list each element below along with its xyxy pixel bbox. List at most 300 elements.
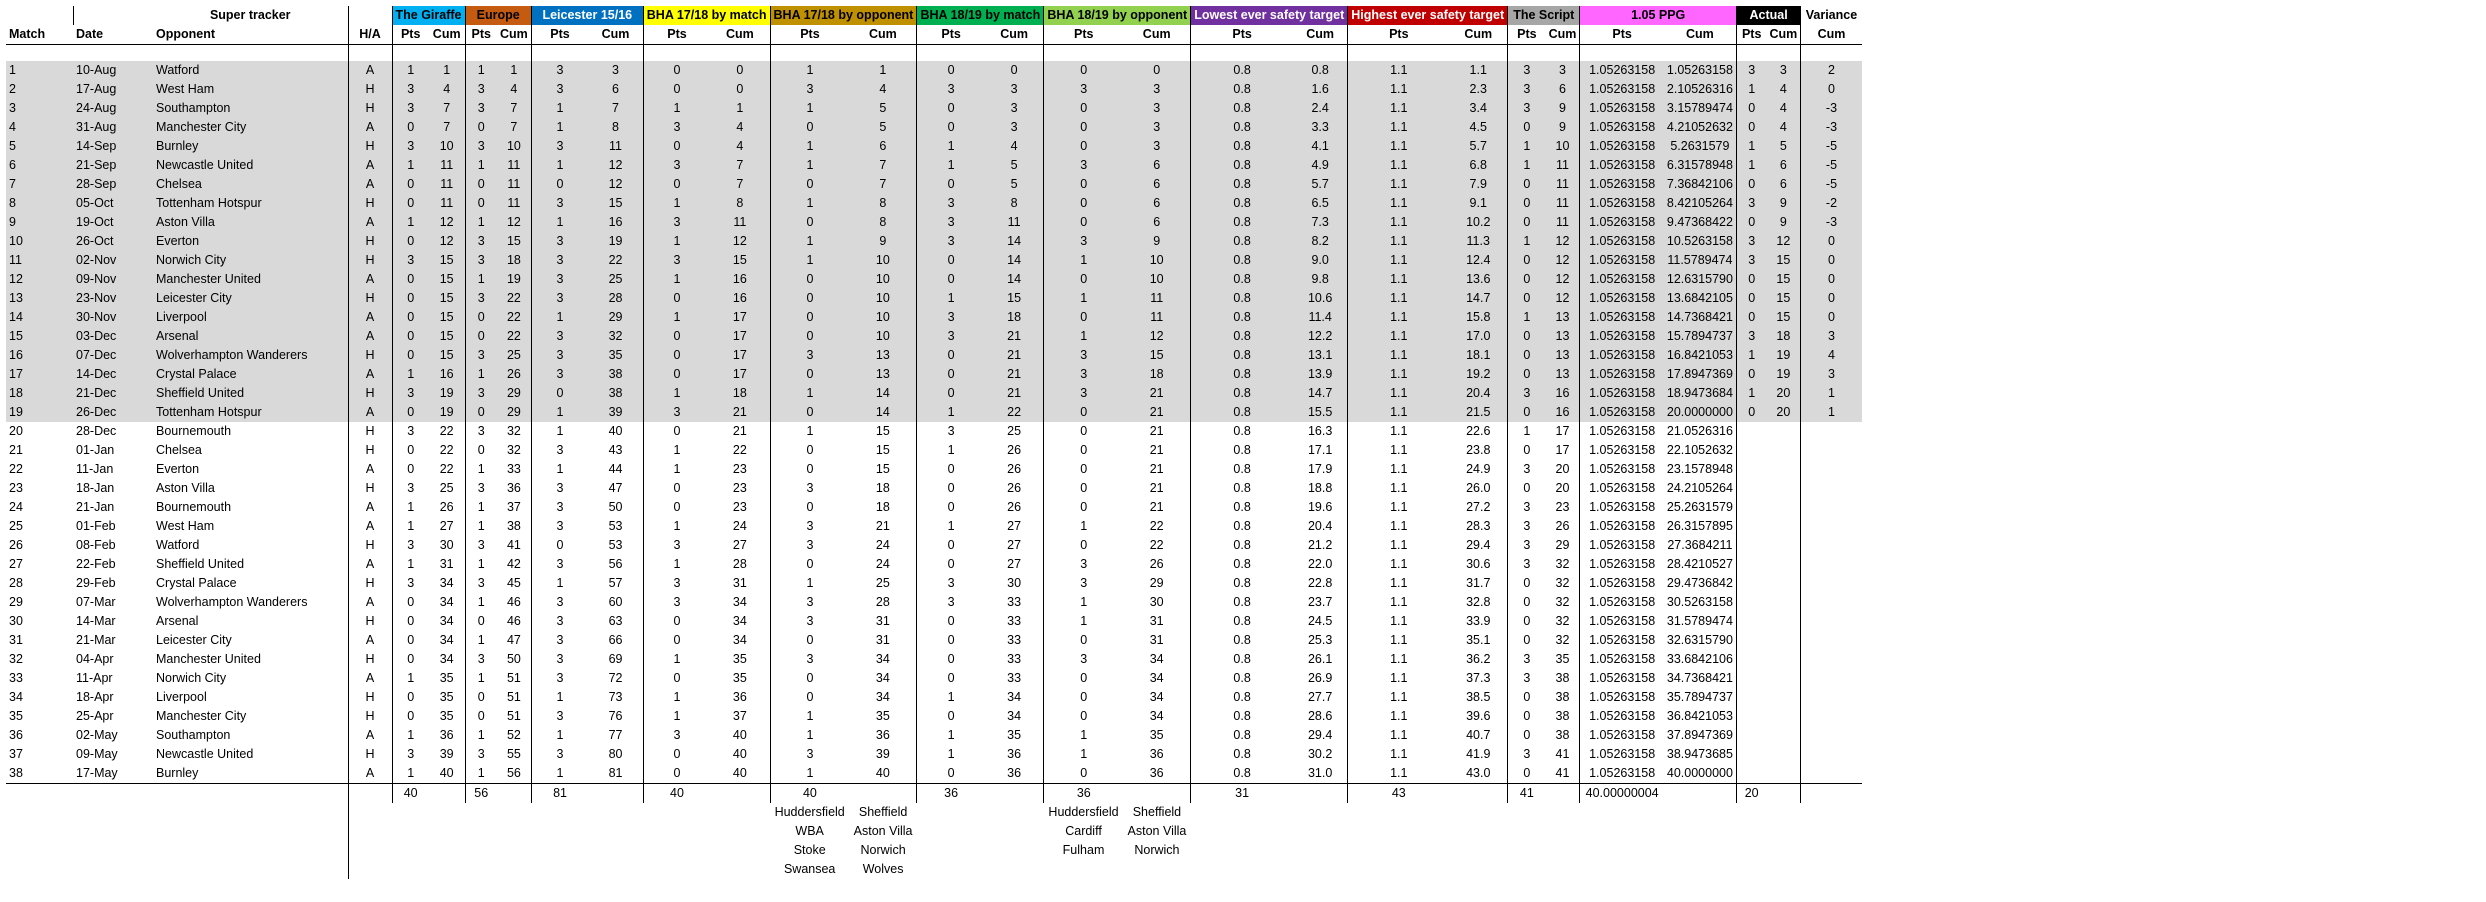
value-cell[interactable]: 1.05263158 [1580,441,1664,460]
match-date[interactable]: 17-May [76,766,118,780]
blank-cell[interactable] [643,822,710,841]
value-cell[interactable]: 15 [1766,251,1800,270]
value-cell[interactable]: 0.8 [1191,441,1293,460]
value-cell[interactable]: 1.1 [1348,745,1450,764]
value-cell[interactable]: 1 [643,688,710,707]
value-cell[interactable]: 18.9473684 [1664,384,1737,403]
blank-cell[interactable] [1123,784,1191,804]
value-cell[interactable]: 0 [917,270,985,289]
value-cell[interactable]: 1 [1736,80,1766,99]
value-cell[interactable]: 6 [1123,194,1191,213]
value-cell[interactable]: 38 [1555,728,1570,742]
value-cell[interactable]: 2.4 [1293,99,1348,118]
home-away[interactable]: H [348,745,392,764]
value-cell[interactable] [1766,574,1800,593]
value-cell[interactable]: 0 [643,612,710,631]
value-cell[interactable] [1801,536,1862,555]
value-cell[interactable]: 3 [588,61,643,80]
match-number[interactable]: 26 [9,538,23,552]
total-value[interactable]: 40 [643,784,710,804]
value-cell[interactable]: 3 [392,99,429,118]
blank-cell[interactable] [917,45,985,62]
value-cell[interactable]: 1 [770,574,849,593]
value-cell[interactable]: 15 [1766,308,1800,327]
blank-cell[interactable] [985,45,1044,62]
header-cum[interactable]: Cum [1449,25,1507,45]
blank-cell[interactable] [1044,45,1123,62]
value-cell[interactable]: 27.3684211 [1667,538,1733,552]
group-leic[interactable]: Leicester 15/16 [531,6,643,25]
value-cell[interactable]: 0.8 [1191,118,1293,137]
value-cell[interactable]: 33.6842106 [1666,652,1733,666]
value-cell[interactable]: 7.3 [1293,213,1348,232]
value-cell[interactable]: 0 [917,460,985,479]
home-away[interactable]: H [348,80,392,99]
home-away[interactable]: A [348,156,392,175]
value-cell[interactable]: 35 [732,671,747,685]
value-cell[interactable]: 1 [1508,422,1546,441]
value-cell[interactable]: 3 [1044,156,1123,175]
value-cell[interactable]: 3 [465,232,497,251]
value-cell[interactable]: 0 [643,498,710,517]
value-cell[interactable]: 0 [1044,688,1123,707]
blank-cell[interactable] [1191,45,1293,62]
value-cell[interactable]: 4.5 [1449,118,1507,137]
value-cell[interactable]: 0 [1801,308,1862,327]
value-cell[interactable]: 3 [465,650,497,669]
value-cell[interactable]: 0 [392,688,429,707]
value-cell[interactable]: 3 [465,536,497,555]
value-cell[interactable]: 8 [710,194,770,213]
blank-cell[interactable] [392,803,429,822]
value-cell[interactable]: 3 [465,80,497,99]
value-cell[interactable]: 3 [531,498,588,517]
blank-cell[interactable] [1449,45,1507,62]
value-cell[interactable] [1736,574,1766,593]
value-cell[interactable]: 0 [770,118,849,137]
value-cell[interactable] [1766,441,1800,460]
blank-cell[interactable] [1508,45,1546,62]
blank-cell[interactable] [1736,803,1766,822]
value-cell[interactable]: 3 [1736,251,1766,270]
promoted-team[interactable]: Aston Villa [853,824,913,838]
opponent-name[interactable]: Manchester United [153,270,348,289]
value-cell[interactable]: 0 [1508,593,1546,612]
value-cell[interactable]: 81 [608,766,623,780]
value-cell[interactable]: 34 [1149,671,1164,685]
value-cell[interactable]: 3 [770,593,849,612]
value-cell[interactable]: 1 [465,631,497,650]
value-cell[interactable]: 35 [732,652,747,666]
opponent-name[interactable]: Manchester City [156,709,247,723]
value-cell[interactable]: 3 [392,536,429,555]
value-cell[interactable]: 0 [392,232,429,251]
value-cell[interactable]: 0 [1736,308,1766,327]
value-cell[interactable]: 1 [392,156,429,175]
value-cell[interactable]: 40 [732,728,747,742]
value-cell[interactable]: 0 [1508,251,1546,270]
value-cell[interactable]: 11 [1123,289,1191,308]
value-cell[interactable]: 35.1 [1466,633,1491,647]
value-cell[interactable]: 3 [985,80,1044,99]
opponent-name[interactable]: Chelsea [153,175,348,194]
value-cell[interactable]: 0 [770,631,849,650]
value-cell[interactable]: 1 [1044,251,1123,270]
value-cell[interactable]: 35.7894737 [1666,690,1733,704]
total-value[interactable]: 43 [1348,784,1450,804]
value-cell[interactable]: 1.05263158 [1580,99,1664,118]
value-cell[interactable]: 17 [710,365,770,384]
blank-cell[interactable] [392,45,429,62]
value-cell[interactable]: 24 [875,557,890,571]
value-cell[interactable]: 29 [1555,538,1570,552]
value-cell[interactable]: 1 [392,498,429,517]
value-cell[interactable]: 15 [875,462,890,476]
value-cell[interactable]: 27.2 [1466,500,1491,514]
value-cell[interactable] [1801,612,1862,631]
relegated-team[interactable]: Cardiff [1065,824,1102,838]
value-cell[interactable]: 0 [1508,631,1546,650]
value-cell[interactable]: 33 [1007,652,1022,666]
value-cell[interactable]: 0 [643,631,710,650]
value-cell[interactable]: 0 [531,175,588,194]
blank-cell[interactable] [1348,803,1450,822]
value-cell[interactable]: 0 [1508,707,1546,726]
value-cell[interactable]: 56 [608,557,623,571]
value-cell[interactable]: 46 [506,614,521,628]
value-cell[interactable]: 0 [770,498,849,517]
value-cell[interactable]: 1.1 [1348,403,1450,422]
value-cell[interactable]: 34 [439,576,454,590]
value-cell[interactable]: 15 [429,327,465,346]
value-cell[interactable]: -3 [1801,118,1862,137]
value-cell[interactable]: 0 [1123,61,1191,80]
value-cell[interactable]: 35 [1007,728,1022,742]
value-cell[interactable]: 69 [608,652,623,666]
match-date[interactable]: 18-Apr [76,690,114,704]
value-cell[interactable]: 0 [1508,612,1546,631]
value-cell[interactable]: 3 [643,118,710,137]
value-cell[interactable]: 0 [392,441,429,460]
value-cell[interactable]: 4 [710,137,770,156]
value-cell[interactable]: 10 [497,137,531,156]
opponent-name[interactable]: West Ham [153,80,348,99]
blank-cell[interactable] [392,822,429,841]
value-cell[interactable]: 20 [1766,384,1800,403]
value-cell[interactable]: 6 [1123,213,1191,232]
value-cell[interactable] [1801,631,1862,650]
value-cell[interactable]: 34 [439,652,454,666]
blank-cell[interactable] [73,45,153,62]
value-cell[interactable]: 44 [608,462,623,476]
value-cell[interactable]: 0.8 [1191,156,1293,175]
value-cell[interactable]: 0 [1736,99,1766,118]
match-number[interactable]: 7 [6,175,73,194]
value-cell[interactable]: 1.05263158 [1580,574,1664,593]
value-cell[interactable]: 3 [770,650,849,669]
value-cell[interactable]: 16 [588,213,643,232]
blank-cell[interactable] [985,841,1044,860]
value-cell[interactable]: 34 [875,671,890,685]
value-cell[interactable]: 0.8 [1191,213,1293,232]
value-cell[interactable]: 3 [531,80,588,99]
value-cell[interactable]: 30.6 [1466,557,1491,571]
blank-cell[interactable] [73,6,153,25]
value-cell[interactable]: 1 [392,555,429,574]
value-cell[interactable]: 30.2 [1307,747,1333,761]
group-highest[interactable]: Highest ever safety target [1348,6,1508,25]
blank-cell[interactable] [6,803,73,822]
value-cell[interactable]: 0 [531,536,588,555]
value-cell[interactable]: 0.8 [1191,175,1293,194]
value-cell[interactable]: 3 [1508,61,1546,80]
value-cell[interactable] [1801,707,1862,726]
value-cell[interactable]: 7 [710,175,770,194]
blank-cell[interactable] [153,803,348,822]
value-cell[interactable]: 0.8 [1191,308,1293,327]
blank-cell[interactable] [348,860,392,879]
value-cell[interactable]: 0 [1044,175,1123,194]
value-cell[interactable]: 0 [770,289,849,308]
blank-cell[interactable] [348,6,392,25]
value-cell[interactable]: 0 [917,251,985,270]
value-cell[interactable]: 36 [1149,766,1164,780]
value-cell[interactable]: 21 [1149,481,1164,495]
value-cell[interactable]: 0 [643,137,710,156]
value-cell[interactable]: 1 [531,118,588,137]
value-cell[interactable]: 1 [1044,593,1123,612]
blank-cell[interactable] [1293,841,1348,860]
value-cell[interactable]: 3 [917,194,985,213]
match-number[interactable]: 32 [9,652,23,666]
value-cell[interactable]: 3 [770,517,849,536]
home-away[interactable]: A [348,213,392,232]
blank-cell[interactable] [710,860,770,879]
opponent-name[interactable]: Leicester City [153,289,348,308]
value-cell[interactable]: 14 [985,251,1044,270]
match-number[interactable]: 23 [9,481,23,495]
value-cell[interactable]: 3 [917,593,985,612]
value-cell[interactable]: 14.7368421 [1664,308,1737,327]
opponent-name[interactable]: Aston Villa [153,213,348,232]
total-value[interactable]: 56 [465,784,497,804]
value-cell[interactable]: 22 [985,403,1044,422]
match-date[interactable]: 03-Dec [73,327,153,346]
opponent-name[interactable]: Wolverhampton Wanderers [153,346,348,365]
value-cell[interactable]: 39 [439,747,454,761]
value-cell[interactable]: 0 [1044,308,1123,327]
blank-cell[interactable] [1664,45,1737,62]
value-cell[interactable]: 3 [643,536,710,555]
value-cell[interactable]: 0 [917,365,985,384]
value-cell[interactable]: 3 [531,517,588,536]
value-cell[interactable] [1801,460,1862,479]
blank-cell[interactable] [588,860,643,879]
value-cell[interactable]: 25 [1007,424,1022,438]
value-cell[interactable]: 34 [1007,709,1022,723]
opponent-name[interactable]: Burnley [153,137,348,156]
value-cell[interactable]: 1 [531,403,588,422]
header-cum[interactable]: Cum [849,25,917,45]
value-cell[interactable]: 3 [531,346,588,365]
value-cell[interactable]: 1 [917,156,985,175]
group-script[interactable]: The Script [1508,6,1580,25]
value-cell[interactable]: 1.1 [1348,422,1450,441]
blank-cell[interactable] [1546,822,1580,841]
value-cell[interactable]: 3 [465,346,497,365]
value-cell[interactable]: 17.1 [1307,443,1333,457]
blank-cell[interactable] [73,803,153,822]
value-cell[interactable]: 38 [1555,690,1570,704]
group-ppg[interactable]: 1.05 PPG [1580,6,1737,25]
home-away[interactable]: H [348,422,392,441]
value-cell[interactable]: 8 [849,194,917,213]
value-cell[interactable]: 0 [917,384,985,403]
value-cell[interactable]: 3 [1508,498,1546,517]
value-cell[interactable]: 1 [465,517,497,536]
value-cell[interactable]: 3 [531,327,588,346]
value-cell[interactable]: 31 [1149,614,1164,628]
value-cell[interactable]: 7.9 [1449,175,1507,194]
header-cum[interactable]: Cum [1546,25,1580,45]
value-cell[interactable]: 0 [392,403,429,422]
value-cell[interactable]: 73 [608,690,623,704]
value-cell[interactable]: 0 [770,213,849,232]
blank-cell[interactable] [1736,822,1766,841]
blank-cell[interactable] [1766,45,1800,62]
value-cell[interactable] [1736,479,1766,498]
value-cell[interactable]: 0 [770,308,849,327]
blank-cell[interactable] [643,803,710,822]
value-cell[interactable]: 51 [506,690,521,704]
value-cell[interactable]: 0 [643,289,710,308]
relegated-team[interactable]: Fulham [1062,843,1105,857]
value-cell[interactable]: 1 [917,726,985,745]
value-cell[interactable]: 18.1 [1449,346,1507,365]
value-cell[interactable]: 7 [429,99,465,118]
match-date[interactable]: 28-Sep [73,175,153,194]
value-cell[interactable] [1736,764,1766,784]
value-cell[interactable]: 0.8 [1191,688,1293,707]
value-cell[interactable]: 22 [497,327,531,346]
value-cell[interactable]: 1.05263158 [1580,745,1664,764]
blank-cell[interactable] [1766,822,1800,841]
value-cell[interactable]: 32 [1555,595,1570,609]
value-cell[interactable]: 2.10526316 [1664,80,1737,99]
value-cell[interactable]: 0 [465,612,497,631]
value-cell[interactable]: 20.4 [1307,519,1333,533]
value-cell[interactable]: 40 [875,766,890,780]
value-cell[interactable]: 34 [1007,690,1022,704]
value-cell[interactable]: 1 [531,726,588,745]
value-cell[interactable]: 35 [439,709,454,723]
value-cell[interactable]: 56 [506,766,521,780]
match-date[interactable]: 21-Mar [76,633,116,647]
value-cell[interactable]: 1.1 [1348,365,1450,384]
header-cum[interactable]: Cum [588,25,643,45]
group-variance[interactable]: Variance [1801,6,1862,25]
blank-cell[interactable] [1801,822,1862,841]
blank-cell[interactable] [497,784,531,804]
header-pts[interactable]: Pts [770,25,849,45]
value-cell[interactable] [1736,422,1766,441]
home-away[interactable]: H [348,99,392,118]
value-cell[interactable]: 0 [643,745,710,764]
value-cell[interactable]: 26 [1007,500,1022,514]
match-date[interactable]: 19-Oct [73,213,153,232]
opponent-name[interactable]: Wolverhampton Wanderers [156,595,308,609]
value-cell[interactable]: 27 [1007,557,1022,571]
value-cell[interactable]: 11 [710,213,770,232]
value-cell[interactable]: 3 [917,327,985,346]
value-cell[interactable]: 3 [531,707,588,726]
value-cell[interactable]: 3 [770,745,849,764]
match-date[interactable]: 30-Nov [73,308,153,327]
opponent-name[interactable]: Manchester United [156,652,261,666]
value-cell[interactable]: 15 [1766,289,1800,308]
match-date[interactable]: 07-Dec [73,346,153,365]
value-cell[interactable]: 12 [1123,327,1191,346]
value-cell[interactable]: 21 [985,327,1044,346]
value-cell[interactable]: 1 [429,61,465,80]
value-cell[interactable]: 3 [531,289,588,308]
value-cell[interactable]: 40.7 [1466,728,1491,742]
value-cell[interactable]: 1.1 [1348,631,1450,650]
value-cell[interactable]: 19 [588,232,643,251]
header-cum[interactable]: Cum [1801,25,1862,45]
value-cell[interactable] [1736,555,1766,574]
value-cell[interactable]: 38 [506,519,521,533]
value-cell[interactable] [1736,688,1766,707]
value-cell[interactable]: 0 [392,118,429,137]
value-cell[interactable]: 21 [1149,424,1164,438]
value-cell[interactable]: 3 [1044,384,1123,403]
value-cell[interactable] [1736,650,1766,669]
value-cell[interactable]: 0 [1044,61,1123,80]
blank-cell[interactable] [917,822,985,841]
value-cell[interactable]: 15 [429,346,465,365]
match-number[interactable]: 16 [6,346,73,365]
value-cell[interactable]: 3 [392,80,429,99]
header-cum[interactable]: Cum [710,25,770,45]
blank-cell[interactable] [770,45,849,62]
match-date[interactable]: 14-Sep [73,137,153,156]
opponent-name[interactable]: Everton [156,462,200,476]
value-cell[interactable]: 24 [732,519,747,533]
value-cell[interactable]: 37.3 [1466,671,1491,685]
value-cell[interactable]: 14 [985,232,1044,251]
value-cell[interactable]: 1 [1508,156,1546,175]
value-cell[interactable]: 1 [392,669,429,688]
value-cell[interactable]: 17 [1555,424,1570,438]
match-number[interactable]: 9 [6,213,73,232]
value-cell[interactable]: 3 [1044,232,1123,251]
value-cell[interactable]: 1 [1044,289,1123,308]
value-cell[interactable]: 26 [1007,443,1022,457]
value-cell[interactable]: 15 [985,289,1044,308]
value-cell[interactable]: 1.1 [1348,441,1450,460]
opponent-name[interactable]: Watford [156,538,200,552]
value-cell[interactable]: 0.8 [1191,669,1293,688]
value-cell[interactable] [1766,498,1800,517]
value-cell[interactable]: 22.6 [1466,424,1491,438]
value-cell[interactable] [1801,669,1862,688]
value-cell[interactable]: 3.4 [1449,99,1507,118]
value-cell[interactable]: 0 [1508,441,1546,460]
value-cell[interactable]: 50 [608,500,623,514]
value-cell[interactable] [1736,612,1766,631]
relegated-team[interactable]: Stoke [793,843,826,857]
